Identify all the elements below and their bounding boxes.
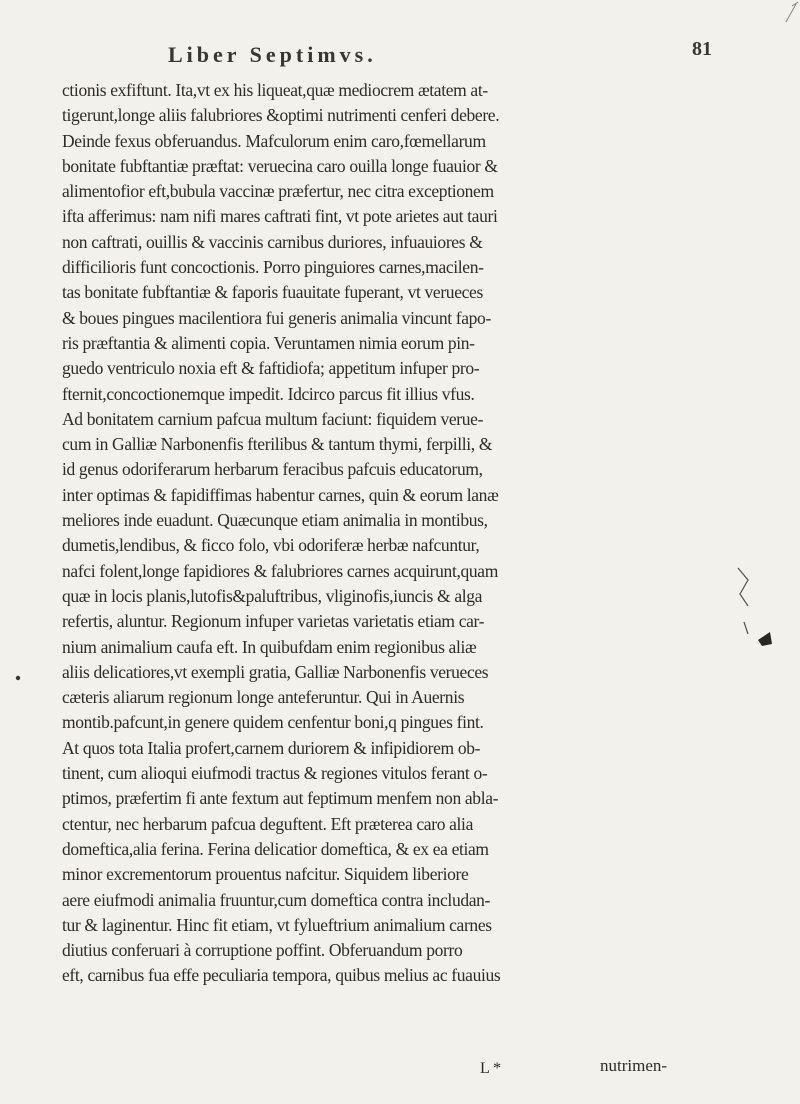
text-line: eft, carnibus fua effe peculiaria tempora, quibus melius ac fuauius (62, 965, 501, 986)
catchword: nutrimen- (600, 1056, 668, 1075)
text-line: At quos tota Italia profert,carnem duriorem & infipidiorem ob- (62, 737, 481, 758)
text-line: domeftica,alia ferina. Ferina delicatior domeftica, & ex ea etiam (62, 838, 489, 859)
text-line: alimentofior eft,bubula vaccinæ præfertur, nec citra exceptionem (62, 181, 494, 202)
text-line: ris præftantia & alimenti copia. Veruntamen nimia eorum pin- (62, 332, 475, 353)
margin-dot (8, 668, 28, 688)
text-line: ctentur, nec herbarum pafcua deguftent. Eft præterea caro alia (62, 813, 473, 834)
text-line: inter optimas & fapidiffimas habentur carnes, quin & eorum lanæ (62, 484, 499, 505)
text-line: dumetis,lendibus, & ficco folo, vbi odoriferæ herbæ nafcuntur, (62, 535, 480, 556)
text-line: diutius conferuari à corruptione poffint. Obferuandum porro (62, 940, 463, 961)
text-line: Deinde fexus obferuandus. Mafculorum enim caro,fœmellarum (62, 130, 486, 151)
text-line: aere eiufmodi animalia fruuntur,cum domeftica contra includan- (62, 889, 491, 910)
text-line: nafci folent,longe fapidiores & falubriores carnes acquirunt,quam (62, 560, 498, 581)
text-line: tur & laginentur. Hinc fit etiam, vt fylueftrium animalium carnes (62, 914, 492, 935)
text-line: Ad bonitatem carnium pafcua multum faciunt: fiquidem verue- (62, 408, 484, 429)
text-line: difficilioris funt concoctionis. Porro pinguiores carnes,macilen- (62, 257, 484, 278)
text-line: refertis, aluntur. Regionum infuper varietas varietatis etiam car- (62, 611, 485, 632)
page-edge-marks (718, 560, 778, 680)
signature-mark: L * (480, 1060, 502, 1077)
text-line: minor excrementorum prouentus nafcitur. Siquidem liberiore (62, 864, 469, 885)
text-line: cum in Galliæ Narbonenfis fterilibus & tantum thymi, ferpilli, & (62, 434, 493, 455)
text-line: tigerunt,longe aliis falubriores &optimi nutrimenti cenferi debere. (62, 105, 500, 126)
text-line: tas bonitate fubftantiæ & faporis fuauitate fuperant, vt veruеces (62, 282, 483, 303)
text-line: guedo ventriculo noxia eft & faftidiofa; appetitum infuper pro- (62, 358, 480, 379)
text-line: ptimos, præfertim fi ante fextum aut feptimum menfem non abla- (62, 788, 499, 809)
text-line: quæ in locis planis,lutofis&paluftribus, vliginofis,iuncis & alga (62, 585, 483, 606)
text-line: nium animalium caufa eft. In quibufdam enim regionibus aliæ (62, 636, 477, 657)
text-line: montib.pafcunt,in genere quidem cenfentur boni,q pingues fint. (62, 712, 484, 733)
text-line: id genus odoriferarum herbarum feracibus pafcuis educatorum, (62, 459, 483, 480)
text-line: & boues pingues macilentiora fui generis animalia vincunt fapo- (62, 307, 491, 328)
text-line: ifta afferimus: nam nifi mares caftrati fint, vt pote arietes aut tauri (62, 206, 498, 227)
text-line: cæteris aliarum regionum longe anteferuntur. Qui in Auernis (62, 687, 465, 708)
text-line: non caftrati, ouillis & vaccinis carnibus duriores, infuauiores & (62, 231, 483, 252)
running-title: Liber Septimvs. (168, 42, 377, 67)
text-line: fternit,concoctionemque impedit. Idcirco parcus fit illius vfus. (62, 383, 475, 404)
text-line: tinent, cum alioqui eiufmodi tractus & regiones vitulos ferant o- (62, 763, 488, 784)
text-line: bonitate fubftantiæ præftat: veruecina caro ouilla longe fuauior & (62, 155, 498, 176)
text-line: aliis delicatiores,vt exempli gratia, Galliæ Narbonenfis verueces (62, 661, 489, 682)
corner-mark (784, 0, 800, 24)
text-line: ctionis exfiftunt. Ita,vt ex his liqueat,quæ mediocrem ætatem at- (62, 80, 488, 100)
page-number: 81 (692, 38, 712, 60)
text-line: meliores inde euadunt. Quæcunque etiam animalia in montibus, (62, 510, 488, 531)
body-text (62, 78, 702, 989)
